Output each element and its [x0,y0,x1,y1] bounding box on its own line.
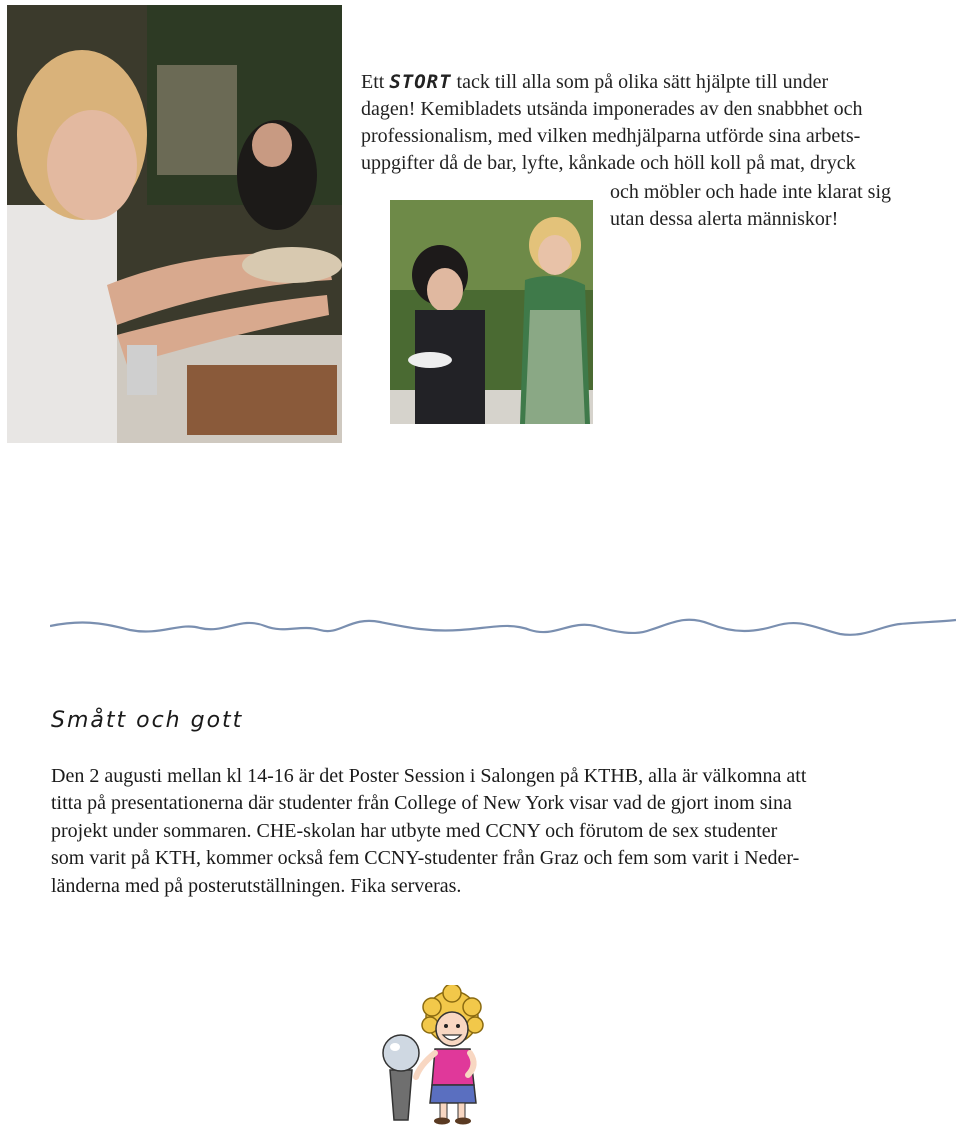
section-body-line: länderna med på posterutställningen. Fika serveras. [51,874,462,897]
two-women-at-buffet-photo [390,200,593,424]
wavy-line-divider [50,608,956,648]
girl-with-crystal-ball-clipart [380,985,495,1125]
intro-line: professionalism, med vilken medhjälparna utförde sina arbets- [361,125,861,147]
intro-first-word: Ett [361,71,385,93]
intro-line: dagen! Kemibladets utsända imponerades av den snabbhet och [361,98,863,120]
section-title: Smått och gott [51,708,244,733]
intro-side-line: utan dessa alerta människor! [610,208,839,230]
woman-serving-food-photo [7,5,342,443]
intro-side-line: och möbler och hade inte klarat sig [610,181,892,203]
intro-emphasis: STORT [389,71,452,93]
intro-side-paragraph [610,179,950,233]
section-body-line: titta på presentationerna där studenter från College of New York visar vad de gjort inom sina [51,792,792,815]
intro-paragraph [361,69,956,177]
section-body-line: projekt under sommaren. CHE-skolan har utbyte med CCNY och förutom de sex studenter [51,819,778,842]
intro-line: tack till alla som på olika sätt hjälpte till under [456,71,829,93]
section-body-line: Den 2 augusti mellan kl 14-16 är det Poster Session i Salongen på KTHB, alla är välkomna att [51,765,807,787]
section-body-line: som varit på KTH, kommer också fem CCNY-studenter från Graz och fem som varit i Neder- [51,847,800,870]
intro-line: uppgifter då de bar, lyfte, kånkade och höll koll på mat, dryck [361,152,856,174]
section-body [51,763,941,900]
